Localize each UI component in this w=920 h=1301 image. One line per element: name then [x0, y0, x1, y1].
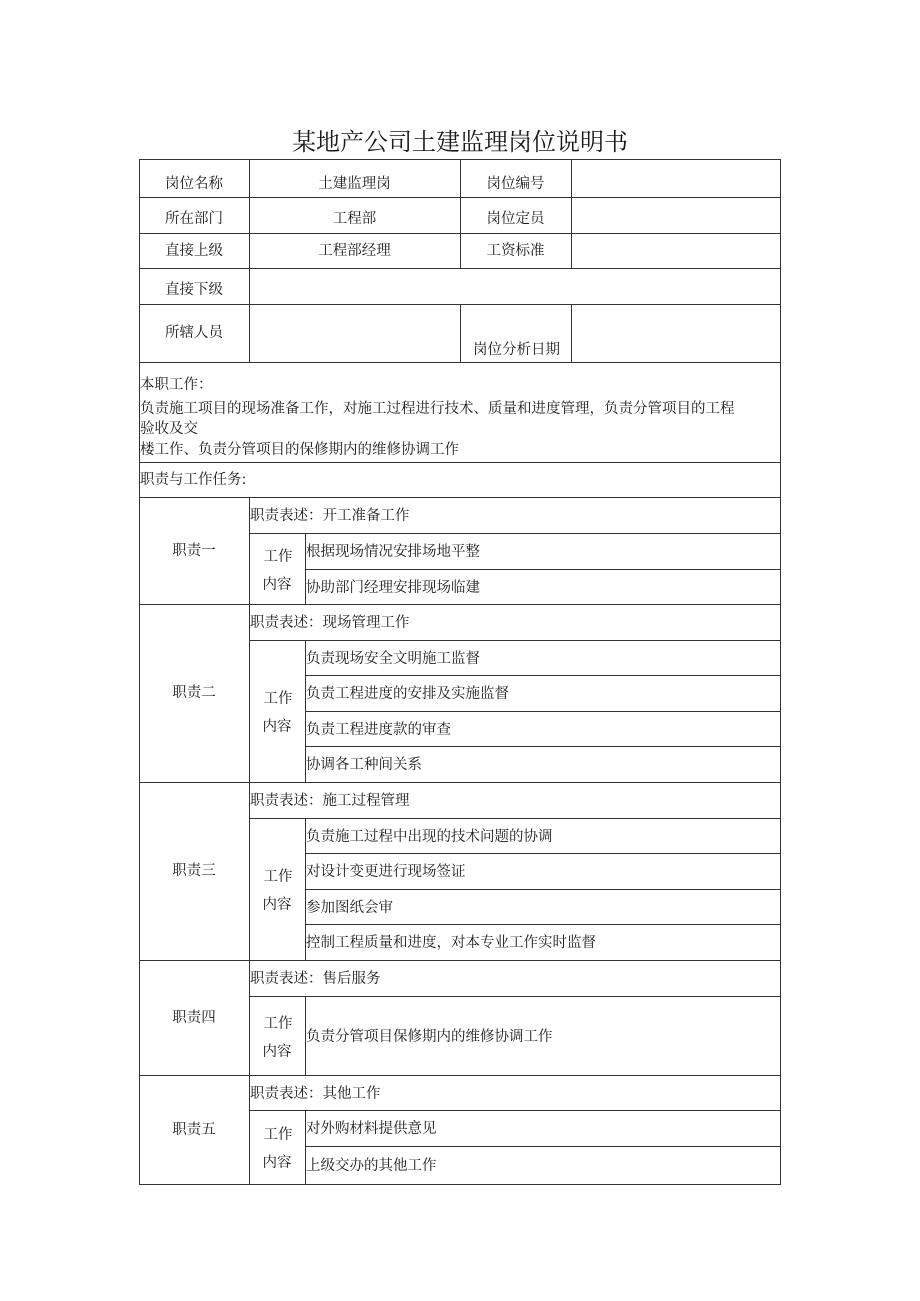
work-content-label: 内容 [262, 897, 292, 913]
position-name-label: 岗位名称 [165, 176, 223, 192]
superior-value: 工程部经理 [318, 243, 391, 259]
work-content-label: 内容 [262, 719, 292, 735]
duty-name: 职责一 [172, 542, 216, 559]
work-content-label: 工作 [263, 1127, 293, 1143]
salary-label: 工资标准 [486, 243, 545, 259]
task-item: 负责现场安全文明施工监督 [306, 650, 480, 667]
duty-name: 职责四 [172, 1009, 216, 1026]
work-content-label-cell [249, 640, 306, 783]
task-item: 根据现场情况安排场地平整 [306, 544, 480, 560]
job-summary-text: 楼工作、负责分管项目的保修期内的维修协调工作 [140, 442, 459, 458]
duty-name: 职责三 [172, 863, 216, 879]
duty-name: 职责五 [172, 1121, 216, 1138]
department-label: 所在部门 [165, 211, 223, 227]
task-item: 对设计变更进行现场签证 [306, 864, 466, 880]
work-content-label: 工作 [263, 869, 293, 885]
department-value: 工程部 [332, 211, 377, 227]
analysis-date-label: 岗位分析日期 [473, 342, 560, 358]
work-content-label: 工作 [263, 1015, 293, 1032]
duty-description: 职责表述：施工过程管理 [250, 793, 410, 809]
position-name-value: 土建监理岗 [318, 176, 391, 192]
duty-description: 职责表述：开工准备工作 [250, 508, 410, 524]
task-item: 参加图纸会审 [306, 899, 393, 916]
task-item: 负责工程进度款的审查 [306, 721, 451, 738]
task-item: 协助部门经理安排现场临建 [306, 579, 480, 596]
work-content-label-cell [249, 818, 306, 961]
superior-label: 直接上级 [165, 243, 223, 259]
duty-description: 职责表述：售后服务 [250, 971, 381, 987]
task-item: 协调各工种间关系 [306, 757, 422, 773]
duty-description: 职责表述：现场管理工作 [250, 615, 410, 631]
work-content-label: 内容 [262, 1155, 292, 1171]
task-item: 负责工程进度的安排及实施监督 [306, 686, 509, 702]
duty-name: 职责二 [172, 685, 216, 701]
duties-header: 职责与工作任务: [140, 472, 247, 488]
task-item: 上级交办的其他工作 [306, 1158, 437, 1174]
duty-description: 职责表述：其他工作 [250, 1085, 381, 1102]
task-item: 负责分管项目保修期内的维修协调工作 [306, 1028, 553, 1045]
work-content-label: 内容 [262, 576, 292, 593]
subordinate-label: 直接下级 [165, 282, 223, 298]
task-item: 控制工程质量和进度，对本专业工作实时监督 [306, 935, 596, 951]
job-summary-label: 本职工作： [140, 377, 213, 393]
task-item: 负责施工过程中出现的技术问题的协调 [306, 828, 553, 845]
task-item: 对外购材料提供意见 [306, 1121, 437, 1137]
job-summary-text: 验收及交 [140, 421, 198, 437]
work-content-label: 内容 [262, 1043, 292, 1060]
position-code-label: 岗位编号 [486, 176, 545, 192]
page-title: 某地产公司土建监理岗位说明书 [292, 128, 628, 156]
work-content-label: 工作 [263, 691, 293, 707]
job-summary-text: 负责施工项目的现场准备工作，对施工过程进行技术、质量和进度管理，负责分管项目的工程 [140, 401, 735, 417]
headcount-label: 岗位定员 [486, 211, 545, 227]
work-content-label: 工作 [263, 548, 293, 565]
staff-label: 所辖人员 [165, 325, 223, 341]
